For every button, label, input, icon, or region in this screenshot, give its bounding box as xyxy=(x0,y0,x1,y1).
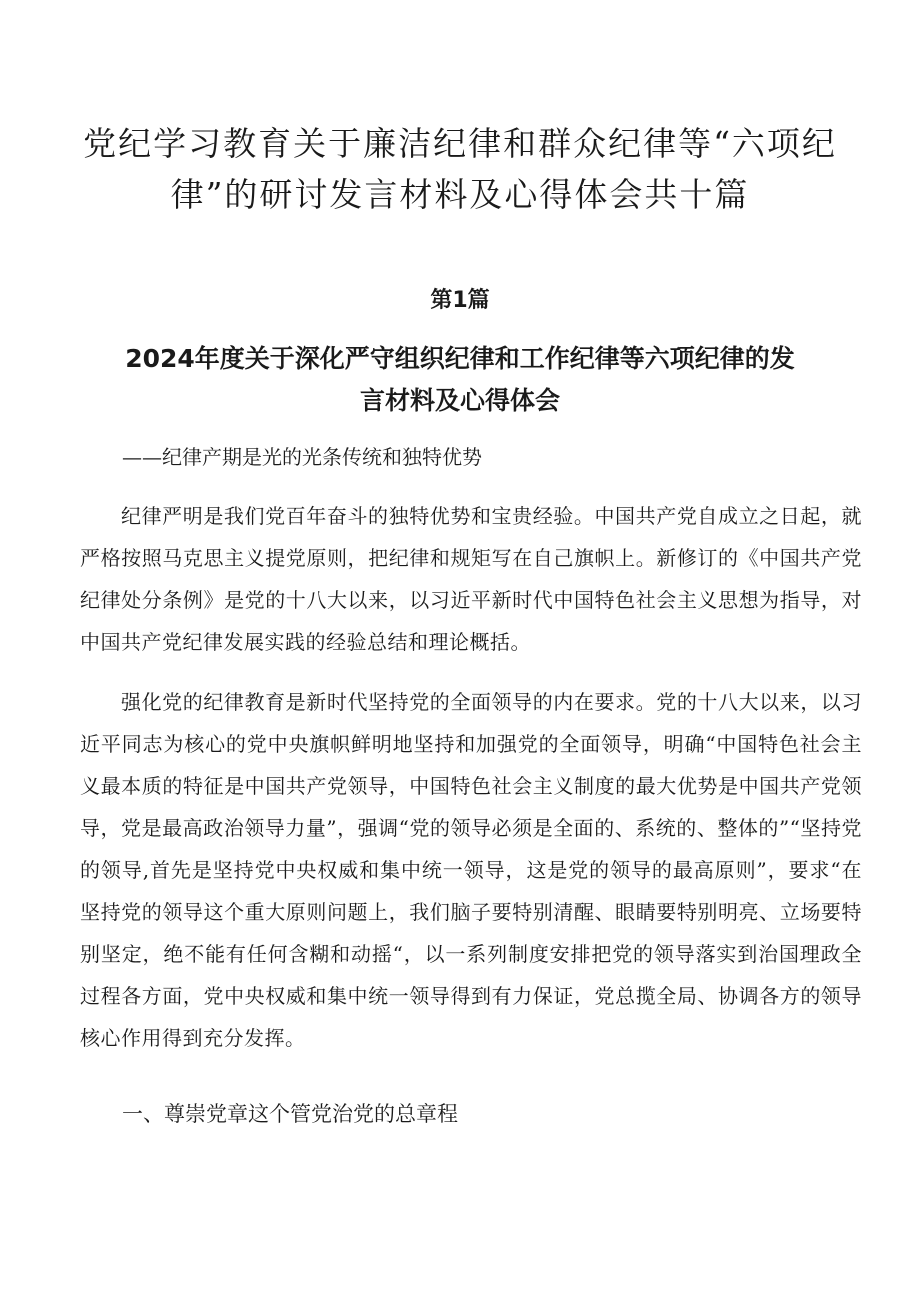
epigraph: ——纪律产期是光的光条传统和独特优势 xyxy=(122,445,482,469)
chapter-label: 第1篇 xyxy=(430,288,490,313)
body-paragraph: 强化党的纪律教育是新时代坚持党的全面领导的内在要求。党的十八大以来，以习近平同志为核心的党中央旗帜鲜明地坚持和加强党的全面领导，明确“中国特色社会主义最本质的特征是中国共产党领导，中国特色社会主义制度的最大优势是中国共产党领导，党是最高政治领导力量”，强调“党的领导必须是全面的、系统的、整体的”“坚持党的领导,首先是坚持党中央权威和集中统一领导，这是党的领导的最高原则”，要求“在坚持党的领导这个重大原则问题上，我们脑子要特别清醒、眼睛要特别明亮、立场要特别坚定，绝不能有任何含糊和动摇“，以一系列制度安排把党的领导落实到治国理政全过程各方面，党中央权威和集中统一领导得到有力保证，党总揽全局、协调各方的领导核心作用得到充分发挥。 xyxy=(80,690,862,1050)
section-heading: 一、尊崇党章这个管党治党的总章程 xyxy=(122,1102,458,1126)
chapter-subtitle: 2024年度关于深化严守组织纪律和工作纪律等六项纪律的发言材料及心得体会 xyxy=(125,344,795,415)
document-title: 党纪学习教育关于廉洁纪律和群众纪律等“六项纪律”的研讨发言材料及心得体会共十篇 xyxy=(83,124,837,214)
body-paragraph: 纪律严明是我们党百年奋斗的独特优势和宝贵经验。中国共产党自成立之日起，就严格按照马克思主义提党原则，把纪律和规矩写在自己旗帜上。新修订的《中国共产党纪律处分条例》是党的十八大以来，以习近平新时代中国特色社会主义思想为指导，对中国共产党纪律发展实践的经验总结和理论概括。 xyxy=(80,504,862,654)
